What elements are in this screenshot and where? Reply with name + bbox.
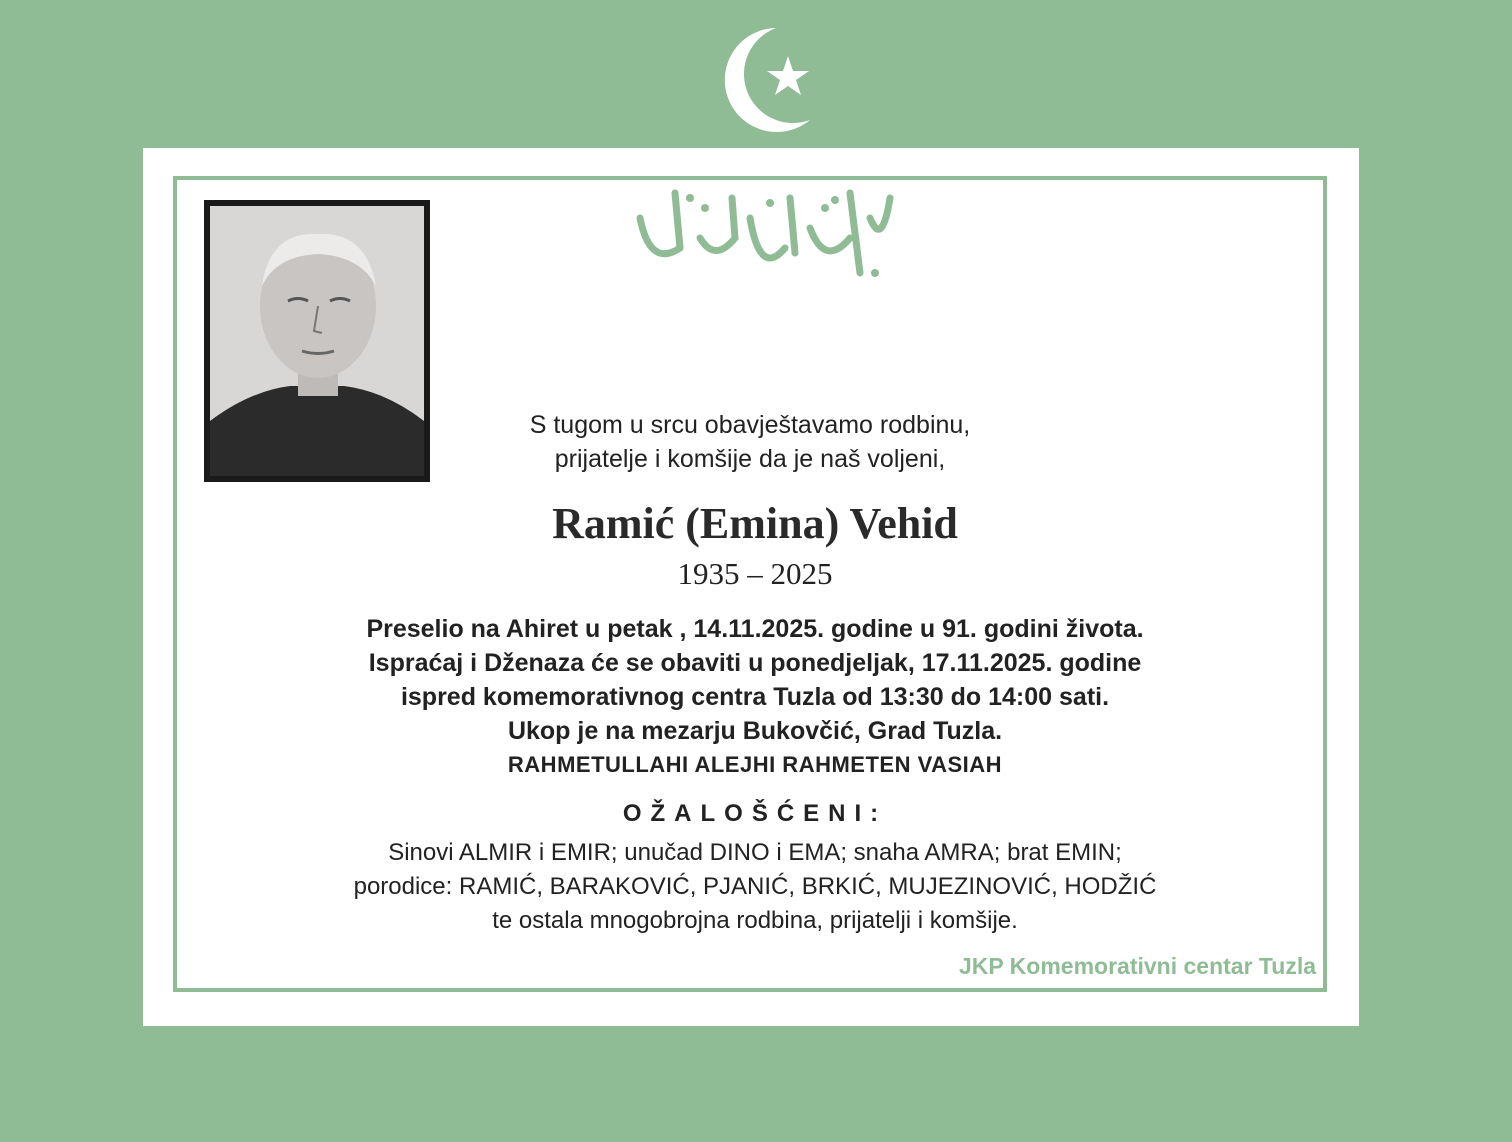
intro-text [490, 408, 1010, 476]
funeral-details [200, 612, 1310, 748]
details-line-1: Preselio na Ahiret u petak , 14.11.2025. godine u 91. godini života. [366, 615, 1144, 643]
mourners-line-2: porodice: RAMIĆ, BARAKOVIĆ, PJANIĆ, BRKIĆ, MUJEZINOVIĆ, HODŽIĆ [353, 873, 1157, 900]
mourners-line-1: Sinovi ALMIR i EMIR; unučad DINO i EMA; snaha AMRA; brat EMIN; [388, 839, 1122, 866]
details-line-3: ispred komemorativnog centra Tuzla od 13:30 do 14:00 sati. [400, 683, 1110, 711]
life-years: 1935 – 2025 [677, 556, 833, 591]
prayer-line: RAHMETULLAHI ALEJHI RAHMETEN VASIAH [507, 752, 1003, 777]
crescent-star-icon [706, 20, 836, 135]
details-line-4: Ukop je na mezarju Bukovčić, Grad Tuzla. [507, 717, 1003, 745]
mourners-title: OŽALOŠĆENI: [622, 800, 888, 827]
arabic-calligraphy [620, 178, 900, 288]
publisher-footer: JKP Komemorativni centar Tuzla [958, 953, 1316, 979]
portrait-photo [204, 200, 430, 482]
portrait-image [210, 206, 424, 476]
mourners-list [200, 836, 1310, 938]
deceased-name: Ramić (Emina) Vehid [552, 499, 958, 548]
intro-line-2: prijatelje i komšije da je naš voljeni, [554, 445, 946, 473]
mourners-line-3: te ostala mnogobrojna rodbina, prijatelji i komšije. [492, 907, 1018, 934]
details-line-2: Ispraćaj i Dženaza će se obaviti u ponedjeljak, 17.11.2025. godine [368, 649, 1142, 677]
intro-line-1: S tugom u srcu obavještavamo rodbinu, [529, 411, 971, 439]
